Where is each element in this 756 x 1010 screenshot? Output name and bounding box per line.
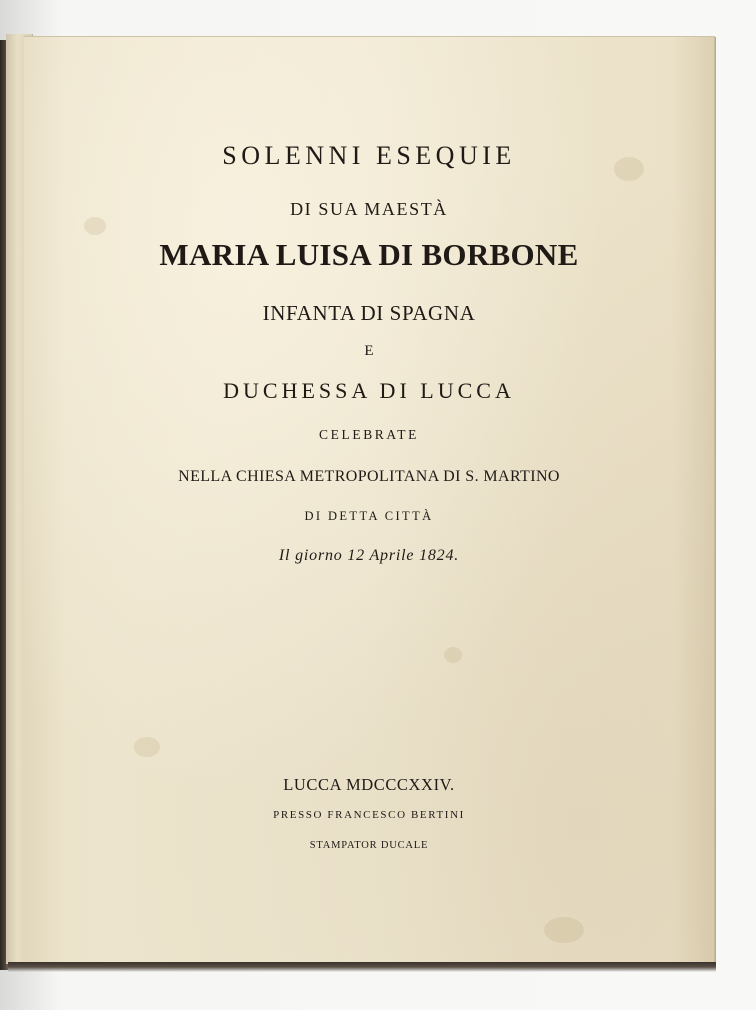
celebrate-line: CELEBRATE bbox=[319, 427, 419, 442]
imprint-place-year: LUCCA MDCCCXXIV. bbox=[283, 775, 455, 794]
title-duchessa: DUCHESSA DI LUCCA bbox=[223, 378, 515, 403]
conjunction: E bbox=[364, 343, 374, 359]
imprint-printer-title: STAMPATOR DUCALE bbox=[309, 840, 429, 851]
date-line: Il giorno 12 Aprile 1824. bbox=[278, 547, 460, 564]
page-title: SOLENNI ESEQUIE bbox=[222, 141, 516, 170]
subtitle-sua-maesta: DI SUA MAESTÀ bbox=[290, 199, 448, 219]
imprint-printer: PRESSO FRANCESCO BERTINI bbox=[273, 809, 465, 821]
city-line: DI DETTA CITTÀ bbox=[304, 509, 434, 523]
title-infanta: INFANTA DI SPAGNA bbox=[262, 301, 476, 325]
page-bottom-shadow bbox=[8, 962, 716, 972]
foxing-spot bbox=[544, 917, 584, 943]
royal-name: MARIA LUISA DI BORBONE bbox=[159, 237, 579, 272]
foxing-spot bbox=[444, 647, 462, 663]
foxing-spot bbox=[134, 737, 160, 757]
location-line: NELLA CHIESA METROPOLITANA DI S. MARTINO bbox=[178, 468, 560, 485]
title-page bbox=[24, 36, 715, 965]
